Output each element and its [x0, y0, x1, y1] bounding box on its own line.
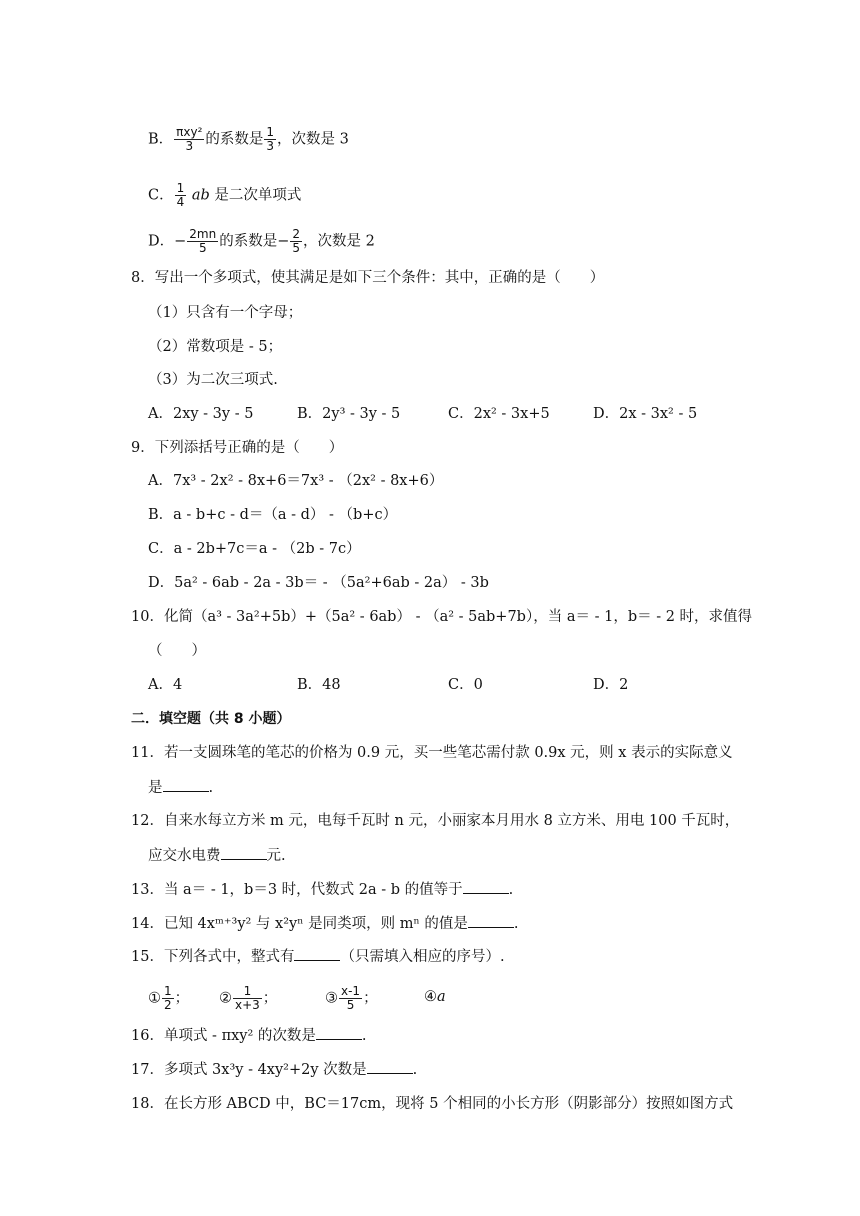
q12-line1: 12．自来水每立方米 m 元，电每千瓦时 n 元，小丽家本月用水 8 立方米、用电 100 千瓦时， [131, 813, 740, 829]
q17: 17．多项式 3x³y - 4xy²+2y 次数是 . [131, 1059, 417, 1080]
fraction: $\frac{1}{2}$ [164, 984, 172, 1012]
q8-condition-2: （2）常数项是 - 5； [148, 339, 283, 355]
answer-blank[interactable] [294, 946, 340, 961]
fraction: $\frac{1}{4}$ [176, 181, 185, 209]
q12-line2: 应交水电费 元. [148, 845, 286, 866]
q15-item-1: ① $\frac{1}{2}$ ； [148, 984, 190, 1012]
answer-blank[interactable] [468, 913, 514, 928]
q10-option-b: B．48 [297, 677, 341, 693]
fraction: $\frac{2}{5}$ [292, 227, 301, 255]
q13: 13．当 a＝ - 1，b＝3 时，代数式 2a - b 的值等于 . [131, 879, 513, 900]
q9-stem: 9．下列添括号正确的是（ ） [131, 440, 344, 456]
q10-stem: 10．化简（a³ - 3a²+5b）+（5a² - 6ab） - （a² - 5ab+7b），当 a＝ - 1，b＝ - 2 时，求值得 [131, 609, 753, 625]
q9-option-d: D．5a² - 6ab - 2a - 3b＝ - （5a²+6ab - 2a） - 3b [148, 575, 489, 591]
q9-option-a: A．7x³ - 2x² - 8x+6＝7x³ - （2x² - 8x+6） [148, 473, 444, 489]
q7-option-b: B． $\frac{\text{πxy²}}{3}$ 的系数是 $\frac{1}{3}$ ，次数是 3 [148, 125, 349, 153]
fraction: $\frac{x-1}{5}$ [341, 984, 361, 1012]
answer-blank[interactable] [367, 1059, 413, 1074]
q8-condition-3: （3）为二次三项式. [148, 372, 278, 388]
answer-blank[interactable] [316, 1025, 362, 1040]
fraction: $\frac{2mn}{5}$ [189, 227, 217, 255]
q14: 14．已知 4xᵐ⁺³y² 与 x²yⁿ 是同类项，则 mⁿ 的值是 . [131, 913, 518, 934]
fraction: $\frac{1}{3}$ [266, 125, 275, 153]
section-heading: 二．填空题（共 8 小题） [131, 711, 291, 727]
q8-option-c: C．2x² - 3x+5 [448, 406, 550, 422]
q15-item-2: ② $\frac{1}{x+3}$ ； [219, 984, 278, 1012]
q15-item-4: ④a [424, 989, 446, 1005]
q16: 16．单项式 - πxy² 的次数是 . [131, 1025, 367, 1046]
q11-line2: 是 . [148, 777, 213, 798]
q15-item-3: ③ $\frac{x-1}{5}$ ； [325, 984, 378, 1012]
q10-option-c: C．0 [448, 677, 483, 693]
q8-option-b: B．2y³ - 3y - 5 [297, 406, 401, 422]
q8-condition-1: （1）只含有一个字母； [148, 305, 303, 321]
q7-option-c: C． $\frac{1}{4}$ ab 是二次单项式 [148, 181, 302, 209]
q10-option-a: A．4 [148, 677, 183, 693]
q18-line1: 18．在长方形 ABCD 中，BC＝17cm，现将 5 个相同的小长方形（阴影部分）按照如图方式 [131, 1096, 734, 1112]
q9-option-b: B．a - b+c - d＝（a - d） - （b+c） [148, 507, 398, 523]
fraction: $\frac{\text{πxy²}}{3}$ [176, 125, 203, 153]
q8-option-d: D．2x - 3x² - 5 [593, 406, 698, 422]
q9-option-c: C．a - 2b+7c＝a - （2b - 7c） [148, 541, 361, 557]
answer-blank[interactable] [163, 777, 209, 792]
q7-option-d: D．− $\frac{2mn}{5}$ 的系数是− $\frac{2}{5}$ ，次数是 2 [148, 227, 375, 255]
answer-blank[interactable] [221, 845, 267, 860]
q10-option-d: D．2 [593, 677, 629, 693]
q10-paren: （ ） [148, 643, 206, 659]
q11-line1: 11．若一支圆珠笔的笔芯的价格为 0.9 元，买一些笔芯需付款 0.9x 元，则 x 表示的实际意义 [131, 745, 733, 761]
fraction: $\frac{1}{x+3}$ [235, 984, 260, 1012]
answer-blank[interactable] [463, 879, 509, 894]
q8-stem: 8．写出一个多项式，使其满足是如下三个条件：其中，正确的是（ ） [131, 270, 605, 286]
q15-stem: 15．下列各式中，整式有 （只需填入相应的序号）. [131, 946, 505, 967]
q8-option-a: A．2xy - 3y - 5 [148, 406, 254, 422]
